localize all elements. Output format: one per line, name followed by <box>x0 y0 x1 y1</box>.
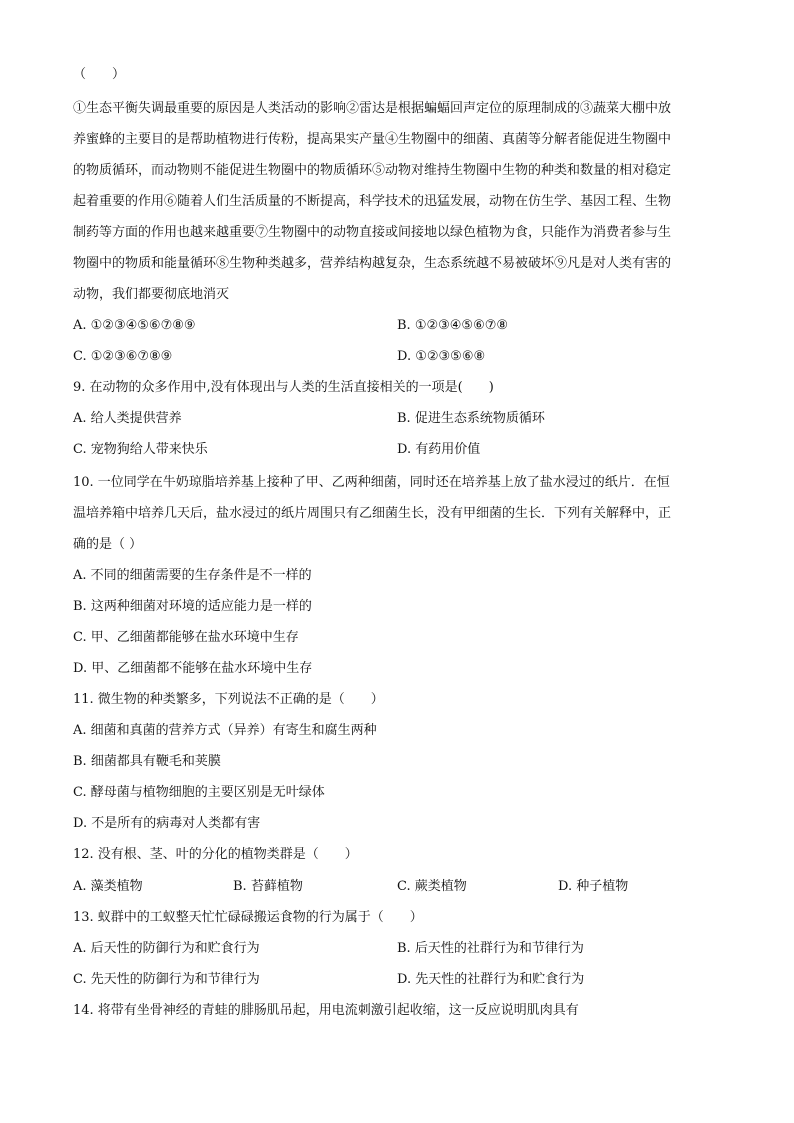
q8-statement-line: 制药等方面的作用也越来越重要⑦生物圈中的动物直接或间接地以绿色植物为食，只能作为消费者参与生 <box>73 225 672 240</box>
q12-option-a: A. 藻类植物 <box>73 879 143 894</box>
q13-option-d: D. 先天性的社群行为和贮食行为 <box>397 972 585 987</box>
q8-statement-line: 动物，我们都要彻底地消灭 <box>73 287 230 302</box>
q12-option-d: D. 种子植物 <box>558 879 629 894</box>
q10-stem-line: 10. 一位同学在牛奶琼脂培养基上接种了甲、乙两种细菌，同时还在培养基上放了盐水浸过的纸片．在恒 <box>73 475 670 490</box>
q10-stem-line: 温培养箱中培养几天后，盐水浸过的纸片周围只有乙细菌生长，没有甲细菌的生长．下列有关解释中，正 <box>73 506 672 521</box>
q14-stem: 14. 将带有坐骨神经的青蛙的腓肠肌吊起，用电流刺激引起收缩，这一反应说明肌肉具有 <box>73 1003 579 1018</box>
q13-option-c: C. 先天性的防御行为和节律行为 <box>73 972 260 987</box>
q8-statement-line: 物圈中的物质和能量循环⑧生物种类越多，营养结构越复杂，生态系统越不易被破坏⑨凡是对人类有害的 <box>73 256 672 271</box>
q8-statement-line: 的物质循环，而动物则不能促进生物圈中的物质循环⑤动物对维持生物圈中生物的种类和数量的相对稳定 <box>73 163 672 178</box>
q11-option-c: C. 酵母菌与植物细胞的主要区别是无叶绿体 <box>73 785 325 800</box>
q13-option-b: B. 后天性的社群行为和节律行为 <box>397 941 584 956</box>
q10-option-c: C. 甲、乙细菌都能够在盐水环境中生存 <box>73 630 299 645</box>
q8-statement-line: ①生态平衡失调最重要的原因是人类活动的影响②雷达是根据蝙蝠回声定位的原理制成的③蔬菜大棚中放 <box>73 101 672 116</box>
q9-option-d: D. 有药用价值 <box>397 442 481 457</box>
q12-option-c: C. 蕨类植物 <box>397 879 467 894</box>
q8-option-d: D. ①②③⑤⑥⑧ <box>397 349 486 364</box>
q13-option-a: A. 后天性的防御行为和贮食行为 <box>73 941 260 956</box>
q13-stem: 13. 蚁群中的工蚁整天忙忙碌碌搬运食物的行为属于（ ） <box>73 910 423 925</box>
q11-option-b: B. 细菌都具有鞭毛和荚膜 <box>73 754 221 769</box>
q8-statement-line: 养蜜蜂的主要目的是帮助植物进行传粉，提高果实产量④生物圈中的细菌、真菌等分解者能促进生物圈中 <box>73 132 672 147</box>
q10-option-b: B. 这两种细菌对环境的适应能力是一样的 <box>73 599 312 614</box>
q10-stem-line: 确的是（ ） <box>73 537 143 552</box>
q10-option-d: D. 甲、乙细菌都不能够在盐水环境中生存 <box>73 661 313 676</box>
q8-statement-line: 起着重要的作用⑥随着人们生活质量的不断提高，科学技术的迅猛发展，动物在仿生学、基因工程、生物 <box>73 194 672 209</box>
q12-stem: 12. 没有根、茎、叶的分化的植物类群是（ ） <box>73 847 358 862</box>
q8-option-c: C. ①②③⑥⑦⑧⑨ <box>73 349 173 364</box>
q11-option-d: D. 不是所有的病毒对人类都有害 <box>73 816 261 831</box>
q8-option-a: A. ①②③④⑤⑥⑦⑧⑨ <box>73 318 196 333</box>
q9-stem: 9. 在动物的众多作用中,没有体现出与人类的生活直接相关的一项是( ) <box>73 380 494 395</box>
q10-option-a: A. 不同的细菌需要的生存条件是不一样的 <box>73 568 312 583</box>
q9-option-a: A. 给人类提供营养 <box>73 411 182 426</box>
q12-option-b: B. 苔藓植物 <box>233 879 303 894</box>
q9-option-c: C. 宠物狗给人带来快乐 <box>73 442 208 457</box>
q11-option-a: A. 细菌和真菌的营养方式（异养）有寄生和腐生两种 <box>73 723 377 738</box>
q8-answer-bracket: （ ） <box>73 67 126 82</box>
q11-stem: 11. 微生物的种类繁多，下列说法不正确的是（ ） <box>73 692 384 707</box>
q9-option-b: B. 促进生态系统物质循环 <box>397 411 545 426</box>
q8-option-b: B. ①②③④⑤⑥⑦⑧ <box>397 318 509 333</box>
